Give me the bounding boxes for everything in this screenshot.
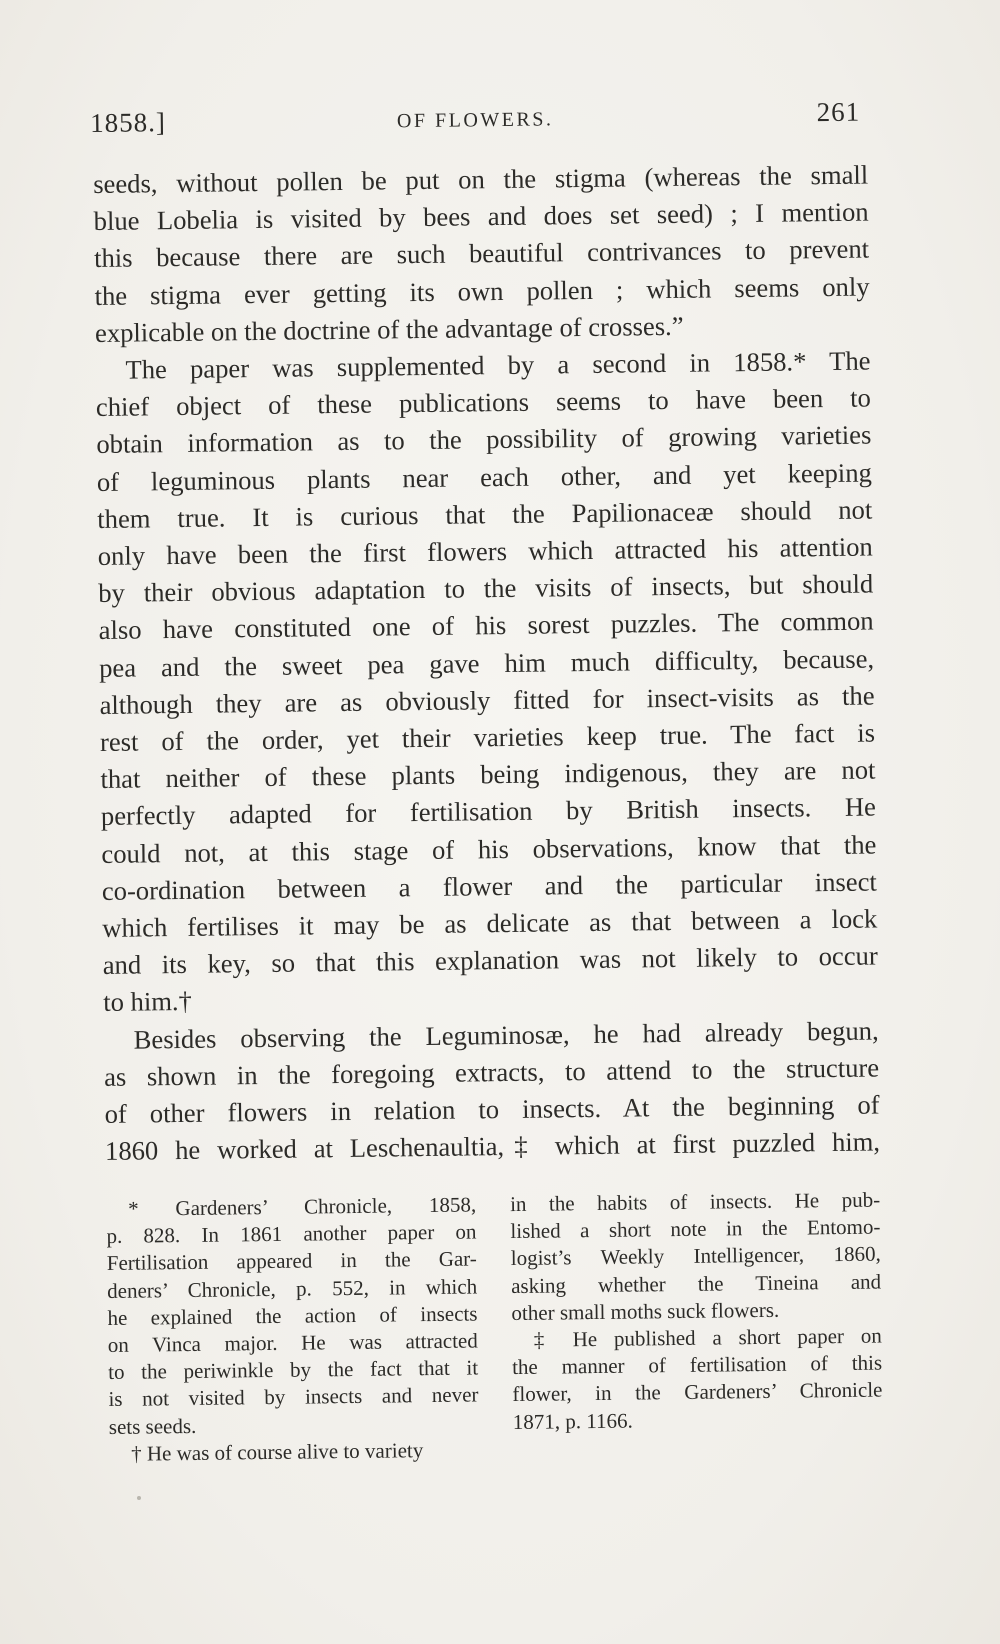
footnote-line: he explained the action of insects	[107, 1301, 478, 1330]
footnote-line: p. 828. In 1861 another paper on	[106, 1219, 477, 1249]
footnote-line: in the habits of insects. He pub-	[509, 1187, 881, 1217]
page-number: 261	[816, 96, 861, 128]
footnote-line: deners’ Chronicle, p. 552, in which	[107, 1274, 478, 1303]
body-line: of other flowers in relation to insects. At the beginning of	[104, 1089, 880, 1130]
body-line: blue Lobelia is visited by bees and does set seed) ; I mention	[93, 196, 869, 237]
body-line: and its key, so that this explanation was not likely to occur	[102, 940, 878, 981]
footnote-line: 1871, p. 1166.	[512, 1408, 633, 1434]
footnote-line: to the periwinkle by the fact that it	[108, 1355, 479, 1385]
footnote-line: is not visited by insects and never	[108, 1382, 479, 1412]
body-line: seeds, without pollen be put on the stigma (whereas the small	[93, 159, 869, 199]
paper-speck	[137, 1496, 141, 1500]
body-line: 1860 he worked at Leschenaultia,‡ which at first puzzled him,	[104, 1126, 881, 1167]
footnote-line: on Vinca major. He was attracted	[107, 1328, 478, 1358]
body-text	[93, 157, 880, 1171]
footnote-line: logist’s Weekly Intelligencer, 1860,	[510, 1241, 881, 1271]
footnote-line: † He was of course alive to variety	[131, 1437, 424, 1466]
footnote-line: Fertilisation appeared in the Gar-	[106, 1246, 477, 1276]
footnote-line: asking whether the Tineina and	[510, 1269, 882, 1298]
body-line: rest of the order, yet their varieties keep true. The fact is	[99, 717, 876, 758]
footnote-line: * Gardeners’ Chronicle, 1858,	[128, 1192, 477, 1221]
footnote-line: other small moths suck flowers.	[511, 1297, 780, 1325]
body-line: obtain information as to the possibility of growing varieties	[96, 419, 872, 460]
footnote-line: flower, in the Gardeners’ Chronicle	[512, 1377, 883, 1407]
body-line: chief object of these publications seems to have been to	[95, 382, 872, 423]
body-line: of leguminous plants near each other, and yet keeping	[96, 457, 872, 497]
body-line: by their obvious adaptation to the visits of insects, but should	[98, 568, 874, 609]
header-year: 1858.]	[90, 107, 167, 138]
body-line: this because there are such beautiful contrivances to prevent	[93, 233, 870, 274]
header-title: OF FLOWERS.	[396, 108, 554, 133]
footnotes-right-column	[510, 1187, 883, 1436]
body-line: The paper was supplemented by a second in 1858.* The	[125, 345, 871, 385]
footnote-line: lished a short note in the Entomo-	[510, 1214, 881, 1244]
body-line: the stigma ever getting its own pollen ; which seems only	[94, 271, 870, 311]
footnote-line: sets seeds.	[108, 1413, 197, 1439]
body-line: only have been the first flowers which attracted his attention	[97, 531, 873, 572]
footnote-line: ‡ He published a short paper on	[533, 1323, 882, 1352]
body-line: to him.†	[103, 986, 193, 1018]
body-line: explicable on the doctrine of the advantage of crosses.”	[94, 310, 684, 348]
footnote-line: the manner of fertilisation of this	[511, 1350, 883, 1380]
body-line: co-ordination between a flower and the particular insect	[101, 866, 877, 906]
body-line: also have constituted one of his sorest puzzles. The common	[98, 605, 874, 646]
body-line: that neither of these plants being indigenous, they are not	[100, 754, 876, 795]
body-line: them true. It is curious that the Papilionaceæ should not	[97, 494, 873, 534]
body-line: which fertilises it may be as delicate as that between a lock	[102, 903, 878, 944]
body-line: Besides observing the Leguminosæ, he had already begun,	[133, 1015, 879, 1055]
body-line: as shown in the foregoing extracts, to attend to the structure	[103, 1052, 880, 1092]
body-line: pea and the sweet pea gave him much difficulty, because,	[98, 643, 875, 683]
footnotes	[106, 1186, 886, 1466]
footnotes-left-column	[106, 1191, 479, 1468]
body-line: although they are as obviously fitted for insect-visits as the	[99, 680, 875, 720]
body-line: perfectly adapted for fertilisation by British insects. He	[100, 791, 877, 832]
running-header	[90, 96, 861, 148]
body-line: could not, at this stage of his observations, know that the	[101, 829, 877, 869]
